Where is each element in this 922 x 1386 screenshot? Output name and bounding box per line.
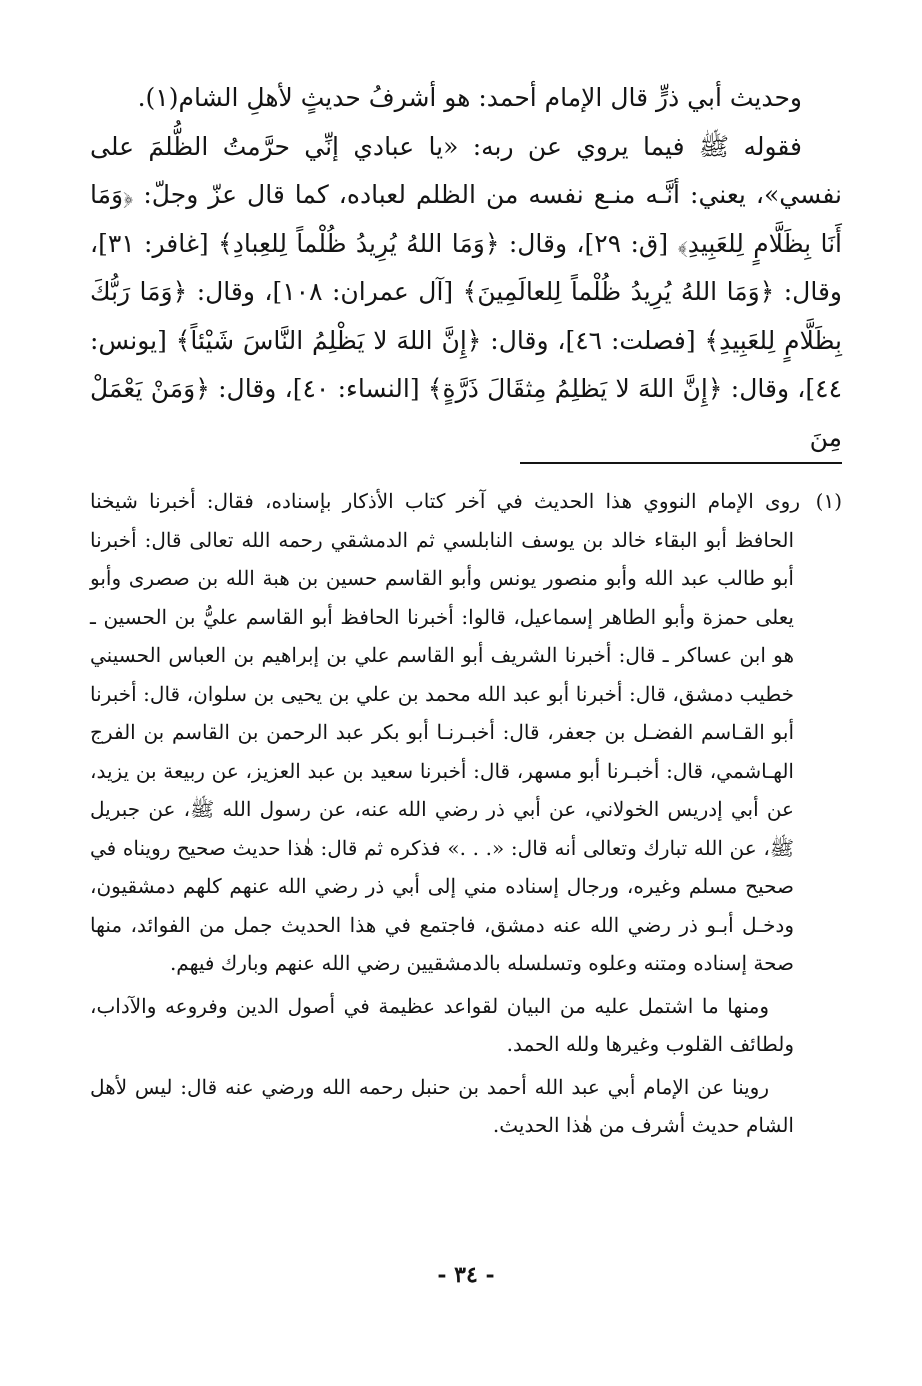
book-page (90, 74, 842, 1374)
main-paragraph-2: فقوله ﷺ فيما يروي عن ربه: «يا عبادي إنِّي حرَّمتُ الظُّلمَ على نفسي»، يعني: أنَّـه منـع نفسه من الظلم لعباده، كما قال عزّ وجلّ: ﴿وَمَا أَنَا بِظَلَّامٍ لِلعَبِيدِ﴾ [ق: ٢٩]، وقال: ﴿وَمَا اللهُ يُرِيدُ ظُلْماً لِلعِبادِ﴾ [غافر: ٣١]، وقال: ﴿وَمَا اللهُ يُرِيدُ ظُلْماً لِلعالَمِينَ﴾ [آل عمران: ١٠٨]، وقال: ﴿وَمَا رَبُّكَ بِظَلَّامٍ لِلعَبِيدِ﴾ [فصلت: ٤٦]، وقال: ﴿إِنَّ اللهَ لا يَظْلِمُ النَّاسَ شَيْئاً﴾ [يونس: ٤٤]، وقال: ﴿إِنَّ اللهَ لا يَظلِمُ مِثقَالَ ذَرَّةٍ﴾ [النساء: ٤٠]، وقال: ﴿وَمَنْ يَعْمَلْ مِنَ (90, 131, 843, 452)
footnote-1-continuation: ومنها ما اشتمل عليه من البيان لقواعد عظيمة في أصول الدين وفروعه والآداب، ولطائف القلوب وغيرها ولله الحمد. (90, 993, 794, 1056)
page-number: - ٣٤ - (437, 1262, 495, 1288)
main-paragraph-1: وحديث أبي ذرٍّ قال الإمام أحمد: هو أشرفُ حديثٍ لأهلِ الشام(١). (137, 83, 802, 112)
footnote-marker: (١) (815, 489, 842, 513)
footnote-1 (90, 482, 842, 983)
footnote-separator (520, 462, 842, 464)
footnote-1-text: روى الإمام النووي هذا الحديث في آخر كتاب الأذكار بإسناده، فقال: أخبرنا شيخنا الحافظ أبو البقاء خالد بن يوسف النابلسي ثم الدمشقي رحمه الله تعالى قال: أخبرنا أبو طالب عبد الله وأبو منصور يونس وأبو القاسم حسين بن هبة الله بن صصرى وأبو يعلى حمزة وأبو الطاهر إسماعيل، قالوا: أخبرنا الحافظ أبو القاسم عليُّ بن الحسين ـ هو ابن عساكر ـ قال: أخبرنا الشريف أبو القاسم علي بن إبراهيم بن العباس الحسيني خطيب دمشق، قال: أخبرنا أبو عبد الله محمد بن علي بن يحيى بن سلوان، قال: أخبرنا أبو القـاسم الفضـل بن جعفر، قال: أخبـرنـا أبو بكر عبد الرحمن بن القاسم بن الفرج الهـاشمي، قال: أخبـرنا أبو مسهر، قال: أخبرنا سعيد بن عبد العزيز، عن ربيعة بن يزيد، عن أبي إدريس الخولاني، عن أبي ذر رضي الله عنه، عن رسول الله ﷺ، عن جبريل ﷺ، عن الله تبارك وتعالى أنه قال: «. . .» فذكره ثم قال: هٰذا حديث صحيح رويناه في صحيح مسلم وغيره، ورجال إسناده مني إلى أبي ذر رضي الله عنهم كلهم دمشقيون، ودخـل أبـو ذر رضي الله عنه دمشق، فاجتمع في هذا الحديث جمل من الفوائد، منها صحة إسناده ومتنه وعلوه وتسلسله بالدمشقيين رضي الله عنهم وبارك فيهم. (90, 489, 800, 975)
footnotes (90, 482, 842, 1145)
footnote-1-closing: روينا عن الإمام أبي عبد الله أحمد بن حنبل رحمه الله ورضي عنه قال: ليس لأهل الشام حديث أشرف من هٰذا الحديث. (90, 1074, 794, 1137)
main-text (90, 74, 842, 462)
